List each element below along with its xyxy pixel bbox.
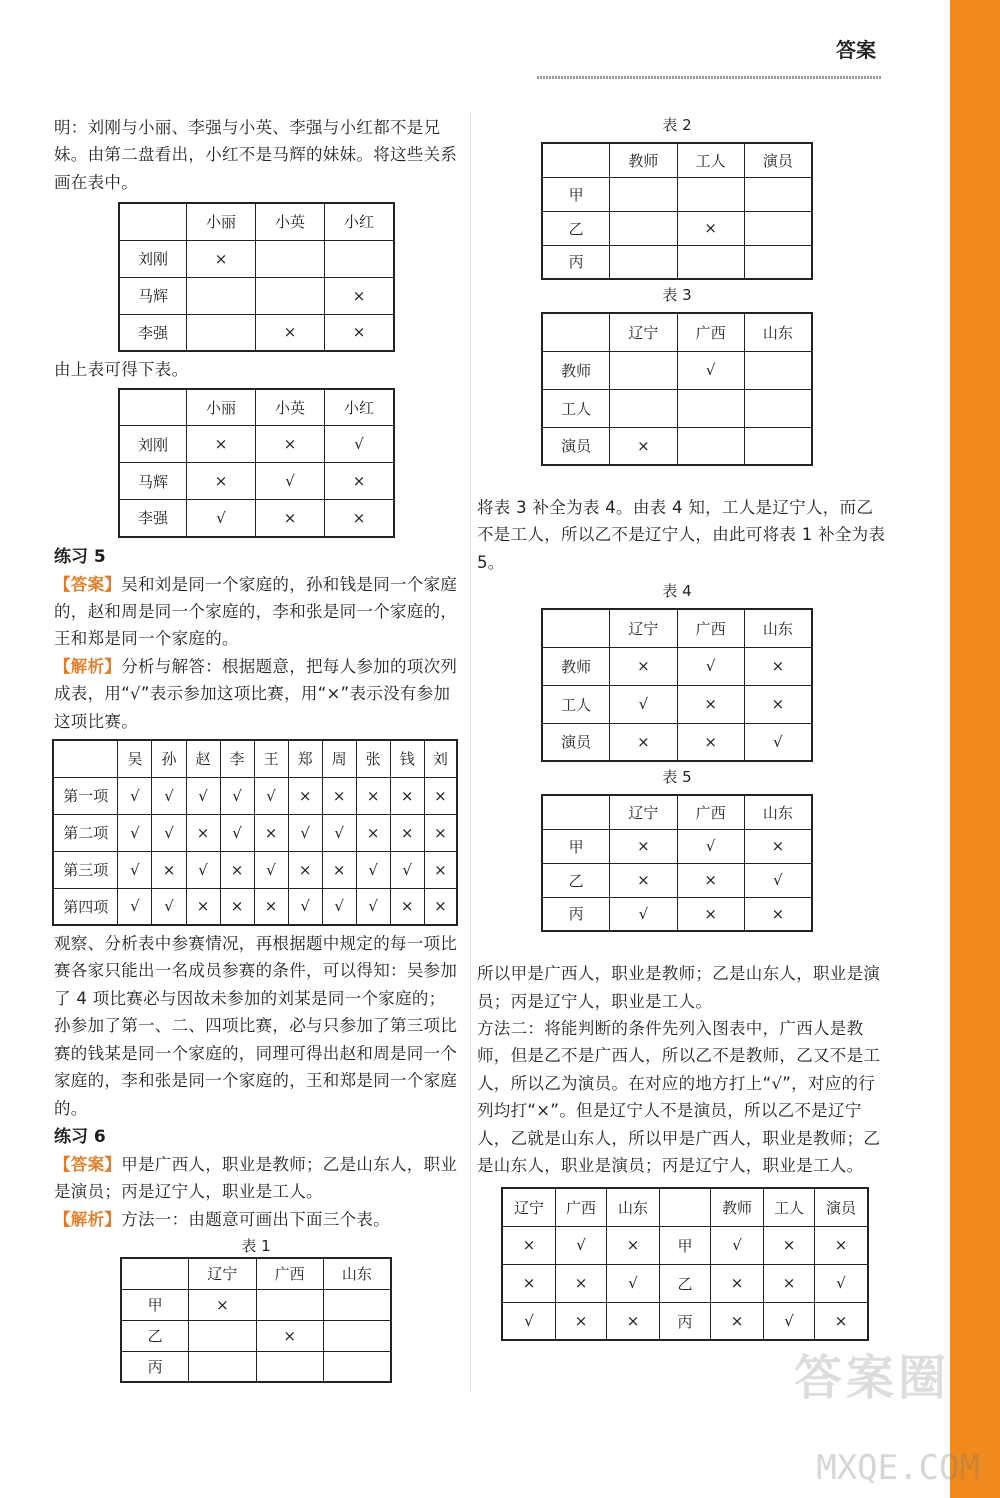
ex5-answer-text: 吴和刘是同一个家庭的，孙和钱是同一个家庭的，赵和周是同一个家庭的，李和张是同一个家庭的，王和郑是同一个家庭的。 [54,574,458,649]
table-header-cell: 广西 [556,1188,607,1226]
table-cell: × [677,685,744,723]
table-cell: √ [607,1264,660,1302]
table-cell [189,1351,256,1382]
table-cell: × [677,723,744,761]
table-1-caption: 表 1 [241,1237,271,1256]
table-cell: × [256,500,325,537]
table-cell: √ [186,777,220,814]
table-cell: × [390,777,424,814]
table-header-cell: 张 [356,740,390,777]
table-header-cell [119,389,187,426]
table-cell [610,177,677,211]
table-row [119,426,394,463]
table-row [119,277,394,314]
table-cell: √ [152,888,186,925]
orange-side-strip [950,0,1000,1498]
table-cell [744,389,812,427]
ex6-answer [54,1151,458,1206]
table-row [542,685,812,723]
table-cell: × [744,685,812,723]
ex5-analysis-text: 分析与解答：根据题意，把每人参加的项次列成表，用“√”表示参加这项比赛，用“×”表示没有参加这项比赛。 [54,656,458,731]
table-row [542,389,812,427]
table-cell: × [186,814,220,851]
ex6-analysis-text: 方法一：由题意可画出下面三个表。 [121,1209,391,1229]
table-header-cell: 工人 [677,143,744,177]
ex5-answer [54,571,458,653]
table-header-row [121,1258,391,1289]
table-cell: √ [390,851,424,888]
table-cell [323,1320,391,1351]
table-row [121,1351,391,1382]
table-cell: × [610,863,677,897]
table-header-row [542,795,812,829]
table-header-row [542,313,812,351]
table-header-cell: 刘 [424,740,457,777]
table-header-cell [119,203,187,240]
table-cell: √ [118,777,152,814]
table-cell: √ [356,888,390,925]
paragraph-1: 将表 3 补全为表 4。由表 4 知，工人是辽宁人，而乙不是工人，所以乙不是辽宁人，由此可将表 1 补全为表 5。 [477,498,886,572]
table-cell: × [189,1289,256,1320]
table-header-cell: 广西 [677,609,744,647]
left-column [54,114,458,1383]
table-3 [541,312,813,466]
table-header-cell: 小英 [256,203,325,240]
table-cell: 丙 [542,245,610,279]
table-cell: 第四项 [53,888,118,925]
table-cell: 李强 [119,314,187,351]
table-row [119,463,394,500]
table-cell: × [815,1302,869,1340]
table-header-cell: 辽宁 [610,313,677,351]
table-header-cell [542,795,610,829]
table-cell [744,211,812,245]
table-1-wrap [120,1235,392,1383]
table-cell: √ [118,814,152,851]
table-header-cell: 吴 [118,740,152,777]
paragraph-2: 所以甲是广西人，职业是教师；乙是山东人，职业是演员；丙是辽宁人，职业是工人。 [477,964,881,1011]
table-header-cell: 辽宁 [610,795,677,829]
table-2 [541,142,813,280]
table-cell: 乙 [660,1264,711,1302]
table-cell: × [424,814,457,851]
table-2-wrap [541,114,813,466]
table-cell: √ [322,888,356,925]
table-cell [677,427,744,465]
table-4-caption: 表 4 [662,582,692,601]
table-cell: × [288,777,322,814]
table-cell: × [744,897,812,931]
table-row [542,245,812,279]
table-row [542,723,812,761]
table-row [502,1302,868,1340]
table-cell: × [187,426,256,463]
table-cell: 李强 [119,500,187,537]
table-row [542,177,812,211]
table-cell: × [325,314,395,351]
table-cell: × [607,1302,660,1340]
table-cell: × [764,1264,815,1302]
table-row [542,351,812,389]
table-cell: √ [254,851,288,888]
ex6-analysis [54,1206,458,1233]
table-cell: 乙 [542,863,610,897]
table-cell: × [356,777,390,814]
ex6-answer-text: 甲是广西人，职业是教师；乙是山东人，职业是演员；丙是辽宁人，职业是工人。 [54,1154,458,1202]
table-cell [744,427,812,465]
table-cell [677,389,744,427]
table-header-cell: 小红 [325,389,395,426]
table-cell: 演员 [542,723,610,761]
table-cell [677,177,744,211]
table-row [119,240,394,277]
table-cell: 马辉 [119,277,187,314]
table-cell: √ [325,426,395,463]
table-a-wrap [118,202,458,352]
table-cell: × [424,851,457,888]
table-row [119,500,394,537]
table-cell: 第一项 [53,777,118,814]
table-cell: 工人 [542,389,610,427]
table-header-cell: 李 [220,740,254,777]
table-cell [744,245,812,279]
table-cell: 丙 [660,1302,711,1340]
answer-tag: 【答案】 [54,574,122,594]
header-rule [537,76,882,79]
table-cell: × [254,888,288,925]
table-header-cell: 王 [254,740,288,777]
table-header-cell: 教师 [711,1188,764,1226]
table-header-cell: 山东 [607,1188,660,1226]
table-header-cell: 孙 [152,740,186,777]
watermark-url: MXQE.COM [816,1448,980,1488]
table-cell: 甲 [121,1289,189,1320]
table-cell: × [610,427,677,465]
table-cell: √ [152,777,186,814]
table-cell: √ [610,897,677,931]
table-6 [501,1187,869,1341]
table-cell: √ [187,500,256,537]
table-row [542,897,812,931]
table-cell: 教师 [542,647,610,685]
table-cell [187,277,256,314]
table-header-cell: 演员 [744,143,812,177]
table-row [502,1264,868,1302]
table-cell: 甲 [542,829,610,863]
table-header-row [542,609,812,647]
table-cell: 丙 [121,1351,189,1382]
table-header-cell: 广西 [256,1258,323,1289]
table-header-cell: 周 [322,740,356,777]
table-row [542,829,812,863]
table-cell: × [677,863,744,897]
table-cell: × [390,814,424,851]
table-row [121,1320,391,1351]
table-cell [323,1289,391,1320]
table-header-cell: 工人 [764,1188,815,1226]
table-header-cell [542,143,610,177]
intro-paragraph: 明：刘刚与小丽、李强与小英、李强与小红都不是兄妹。由第二盘看出，小红不是马辉的妹妹。将这些关系画在表中。 [54,118,458,192]
column-divider [470,112,471,1392]
table-cell: × [711,1302,764,1340]
page-header-title: 答案 [836,38,876,62]
table-cell: √ [677,351,744,389]
table-row [53,888,457,925]
table-cell: √ [556,1226,607,1264]
paragraph-3: 方法二：将能判断的条件先列入图表中，广西人是教师，但是乙不是广西人，所以乙不是教师，乙又不是工人，所以乙为演员。在对应的地方打上“√”，对应的行列均打“×”。但是辽宁人不是演员，所以乙不是辽宁人，乙就是山东人，所以甲是广西人，职业是教师；乙是山东人，职业是演员；丙是辽宁人，职业是工人。 [477,1019,881,1176]
table-cell: √ [186,851,220,888]
table-cell: √ [322,814,356,851]
table-cell: 第二项 [53,814,118,851]
ex5-title: 练习 5 [54,546,106,567]
table-row [53,777,457,814]
table-row [542,211,812,245]
table-cell: √ [118,888,152,925]
table-4 [541,608,813,762]
table-cell: × [502,1264,556,1302]
table-cell [610,245,677,279]
table-cell: × [322,851,356,888]
table-cell: × [256,314,325,351]
table-cell: 刘刚 [119,240,187,277]
table-cell: × [356,814,390,851]
table-cell: √ [288,814,322,851]
table-header-cell: 小红 [325,203,395,240]
table-cell: 乙 [542,211,610,245]
table-cell: 马辉 [119,463,187,500]
table-cell: 刘刚 [119,426,187,463]
table-cell: × [390,888,424,925]
watermark-logo: 答案圈 [793,1350,950,1406]
table-cell: √ [356,851,390,888]
table-header-cell [542,609,610,647]
table-row [119,314,394,351]
table-cell: × [256,1320,323,1351]
answer-tag: 【答案】 [54,1154,122,1174]
table-6-wrap [501,1187,887,1341]
table-cell: × [152,851,186,888]
table-2-caption: 表 2 [662,116,692,134]
table-cell: × [711,1264,764,1302]
table-cell: × [677,897,744,931]
table-cell: × [502,1226,556,1264]
table-header-cell [660,1188,711,1226]
table-cell [256,240,325,277]
table-row [121,1289,391,1320]
table-cell: × [556,1302,607,1340]
table-header-cell: 教师 [610,143,677,177]
table-cell: × [424,888,457,925]
table-header-cell: 山东 [323,1258,391,1289]
table-cell [744,177,812,211]
table-cell: × [677,211,744,245]
table-header-cell [53,740,118,777]
table-cell: √ [744,723,812,761]
table-5-caption: 表 5 [662,768,692,787]
table-cell: 工人 [542,685,610,723]
table-cell: × [256,426,325,463]
table-row [542,647,812,685]
table-cell: √ [677,647,744,685]
table-cell [610,389,677,427]
table-header-cell: 辽宁 [189,1258,256,1289]
between-text: 由上表可得下表。 [54,360,189,380]
table-cell: × [187,463,256,500]
table-4-wrap [541,580,813,932]
table-cell: × [610,647,677,685]
table-cell: × [186,888,220,925]
table-1 [120,1257,392,1383]
table-cell [189,1320,256,1351]
ex6-title: 练习 6 [54,1126,106,1147]
table-header-cell: 小英 [256,389,325,426]
ex5-conclusion: 观察、分析表中参赛情况，再根据题中规定的每一项比赛各家只能出一名成员参赛的条件，可以得知：吴参加了 4 项比赛必与因故未参加的刘某是同一个家庭的；孙参加了第一、二、四项比赛，必与只参加了第三项比赛的钱某是同一个家庭的，同理可得出赵和周是同一个家庭的，李和张是同一个家庭的，王和郑是同一个家庭的。 [54,934,458,1118]
table-header-cell: 小丽 [187,389,256,426]
table-cell: × [607,1226,660,1264]
table-row [542,427,812,465]
table-cell: √ [152,814,186,851]
ex5-table [52,739,458,926]
table-cell: × [220,851,254,888]
table-cell: × [744,647,812,685]
table-header-cell: 辽宁 [610,609,677,647]
table-header-cell: 广西 [677,313,744,351]
table-cell: √ [744,863,812,897]
table-cell: 甲 [660,1226,711,1264]
table-cell [744,351,812,389]
table-cell [610,351,677,389]
analysis-tag: 【解析】 [54,656,122,676]
right-column [477,114,887,1341]
table-row [53,814,457,851]
table-cell: × [187,240,256,277]
table-cell [256,1289,323,1320]
table-header-cell [121,1258,189,1289]
table-header-cell: 郑 [288,740,322,777]
table-cell: √ [288,888,322,925]
table-cell: 乙 [121,1320,189,1351]
table-cell: × [288,851,322,888]
table-cell: × [556,1264,607,1302]
table-b-wrap [118,388,458,538]
table-header-row [542,143,812,177]
table-cell: 第三项 [53,851,118,888]
table-cell [610,211,677,245]
table-cell: √ [220,814,254,851]
table-cell: × [764,1226,815,1264]
table-cell: √ [677,829,744,863]
table-header-cell: 演员 [815,1188,869,1226]
table-cell: 演员 [542,427,610,465]
table-row [542,863,812,897]
table-cell: × [322,777,356,814]
table-cell: × [325,277,395,314]
table-cell: × [325,463,395,500]
table-cell: √ [764,1302,815,1340]
table-cell: × [220,888,254,925]
table-row [502,1226,868,1264]
table-cell [256,277,325,314]
analysis-tag: 【解析】 [54,1209,122,1229]
table-cell: 甲 [542,177,610,211]
table-cell: √ [118,851,152,888]
table-header-cell [542,313,610,351]
table-header-cell: 山东 [744,609,812,647]
table-cell: √ [220,777,254,814]
table-5 [541,794,813,932]
table-header-row [502,1188,868,1226]
table-header-cell: 辽宁 [502,1188,556,1226]
table-cell: × [744,829,812,863]
table-cell: × [424,777,457,814]
table-header-row [53,740,457,777]
table-cell: √ [610,685,677,723]
table-cell: √ [254,777,288,814]
table-cell [187,314,256,351]
table-cell: × [610,723,677,761]
table-cell: × [610,829,677,863]
table-header-cell: 山东 [744,313,812,351]
table-b [118,388,395,538]
table-header-cell: 广西 [677,795,744,829]
table-cell: 丙 [542,897,610,931]
table-cell: √ [815,1264,869,1302]
table-cell [677,245,744,279]
table-cell: 教师 [542,351,610,389]
table-cell [325,240,395,277]
table-header-row [119,389,394,426]
table-cell: √ [256,463,325,500]
table-header-cell: 钱 [390,740,424,777]
table-cell: × [254,814,288,851]
table-cell: √ [711,1226,764,1264]
table-cell: √ [502,1302,556,1340]
table-cell [323,1351,391,1382]
table-header-cell: 赵 [186,740,220,777]
table-header-cell: 山东 [744,795,812,829]
table-header-row [119,203,394,240]
table-cell [256,1351,323,1382]
ex5-table-wrap [52,739,458,926]
table-3-caption: 表 3 [662,286,692,304]
table-a [118,202,395,352]
table-header-cell: 小丽 [187,203,256,240]
table-cell: × [325,500,395,537]
table-row [53,851,457,888]
table-cell: × [815,1226,869,1264]
ex5-analysis [54,653,458,735]
